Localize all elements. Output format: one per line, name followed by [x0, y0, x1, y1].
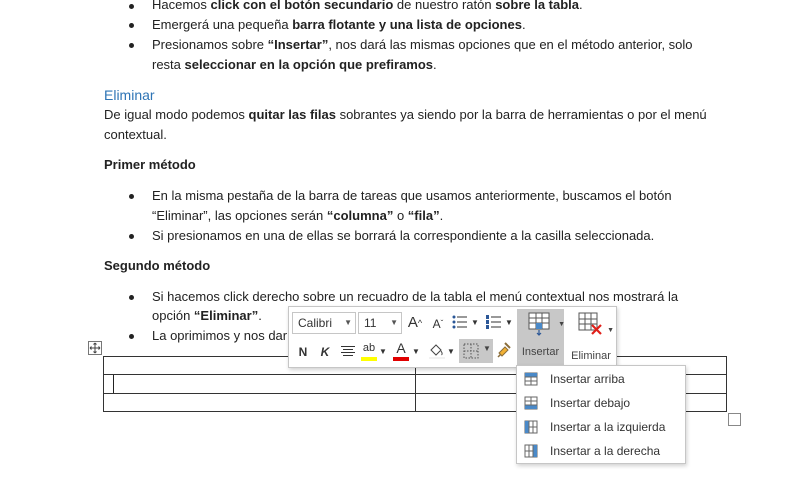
- italic-button[interactable]: K: [320, 345, 330, 359]
- insert-above-icon: [524, 372, 538, 386]
- menu-item-insert-left[interactable]: [517, 415, 685, 439]
- bullet-dot: [129, 334, 134, 339]
- chevron-down-icon[interactable]: ▼: [344, 318, 352, 327]
- bullet-text: Emergerá una pequeña barra flotante y una lista de opciones.: [152, 17, 526, 32]
- font-name-box[interactable]: [292, 312, 356, 334]
- paragraph: De igual modo podemos quitar las filas sobrantes ya siendo por la barra de herramientas o por el menú: [104, 107, 707, 122]
- grow-font-icon: A: [407, 314, 418, 331]
- table-resize-handle[interactable]: [728, 413, 741, 426]
- shrink-font-button[interactable]: [429, 314, 447, 334]
- paint-bucket-icon: [428, 342, 446, 360]
- bold-button[interactable]: N: [298, 345, 308, 359]
- menu-item-label: Insertar debajo: [550, 396, 631, 410]
- shrink-font-icon: A: [432, 317, 441, 331]
- bullet-text: Si hacemos click derecho sobre un recuadro de la tabla el menú contextual nos mostrará la: [152, 289, 679, 304]
- chevron-down-icon[interactable]: ▼: [412, 347, 420, 356]
- bullet-dot: [129, 23, 134, 28]
- bullet-dot: [129, 4, 134, 9]
- chevron-down-icon: ▼: [607, 327, 614, 334]
- font-size-value: 11: [364, 316, 377, 330]
- chevron-down-icon: ▼: [558, 321, 565, 328]
- menu-item-label: Insertar a la derecha: [550, 444, 661, 458]
- menu-item-label: Insertar arriba: [550, 372, 625, 386]
- shading-button[interactable]: [428, 342, 446, 362]
- bullet-text-continuation: resta seleccionar en la opción que prefiramos.: [152, 57, 437, 72]
- font-color-bar: [393, 357, 409, 361]
- paragraph-continuation: contextual.: [104, 127, 167, 142]
- menu-item-label: Insertar a la izquierda: [550, 420, 666, 434]
- bullet-dot: [129, 43, 134, 48]
- bullets-button[interactable]: [449, 313, 471, 333]
- font-color-icon: A: [396, 340, 406, 356]
- insert-below-icon: [524, 396, 538, 410]
- caret-down-icon: ˇ: [440, 319, 444, 328]
- insert-button[interactable]: [517, 309, 564, 366]
- menu-item-insert-right[interactable]: [517, 439, 685, 463]
- insert-dropdown-menu: [516, 365, 686, 464]
- bullet-text-continuation: opción “Eliminar”.: [152, 308, 262, 323]
- grow-font-button[interactable]: [406, 313, 424, 333]
- bullet-list-icon: [451, 313, 469, 331]
- chevron-down-icon[interactable]: ▼: [379, 347, 387, 356]
- chevron-down-icon[interactable]: ▼: [505, 318, 513, 327]
- center-align-button[interactable]: [339, 343, 357, 361]
- subheading-segundo-metodo: Segundo método: [104, 258, 211, 273]
- insert-left-icon: [524, 420, 538, 434]
- insert-table-icon: [528, 312, 554, 336]
- borders-icon: [463, 343, 479, 359]
- delete-label: Eliminar: [571, 350, 611, 362]
- menu-item-insert-below[interactable]: [517, 391, 685, 415]
- bullet-text-continuation: “Eliminar”, las opciones serán “columna” o “fila”.: [152, 208, 444, 223]
- insert-label: Insertar: [521, 346, 560, 358]
- bullet-text: Presionamos sobre “Insertar”, nos dará las mismas opciones que en el método anterior, solo: [152, 37, 693, 52]
- menu-item-insert-above[interactable]: [517, 367, 685, 391]
- chevron-down-icon[interactable]: ▼: [447, 347, 455, 356]
- bullet-text: En la misma pestaña de la barra de tareas que usamos anteriormente, buscamos el botón: [152, 188, 672, 203]
- bullet-text: Si presionamos en una de ellas se borrará la correspondiente a la casilla seleccionada.: [152, 228, 655, 243]
- highlight-button[interactable]: [361, 340, 377, 362]
- bullet-text: Hacemos click con el botón secundario de nuestro ratón sobre la tabla.: [152, 0, 583, 12]
- borders-button[interactable]: [459, 339, 493, 363]
- align-center-icon: [340, 343, 356, 359]
- numbered-list-icon: [485, 313, 503, 331]
- numbering-button[interactable]: [483, 313, 505, 333]
- floating-toolbar: [288, 306, 617, 368]
- font-name-value: Calibri: [298, 316, 333, 330]
- subheading-primer-metodo: Primer método: [104, 157, 196, 172]
- chevron-down-icon[interactable]: ▼: [390, 318, 398, 327]
- font-size-box[interactable]: [358, 312, 402, 334]
- text-cursor: [113, 375, 114, 393]
- chevron-down-icon[interactable]: ▼: [471, 318, 479, 327]
- format-painter-icon: [496, 341, 514, 359]
- chevron-down-icon: ▼: [483, 344, 491, 353]
- bullet-dot: [129, 295, 134, 300]
- delete-button[interactable]: [566, 309, 616, 366]
- highlight-icon: ab: [362, 342, 376, 354]
- delete-table-icon: [578, 312, 604, 336]
- table-move-handle-icon[interactable]: [88, 341, 102, 355]
- bullet-text: La oprimimos y nos dar: [152, 328, 288, 343]
- insert-right-icon: [524, 444, 538, 458]
- bullet-dot: [129, 194, 134, 199]
- section-heading-eliminar: Eliminar: [104, 87, 155, 103]
- highlight-color-bar: [361, 357, 377, 361]
- format-painter-button[interactable]: [496, 341, 514, 361]
- font-color-button[interactable]: [393, 339, 409, 361]
- bullet-dot: [129, 234, 134, 239]
- caret-up-icon: ^: [417, 318, 423, 328]
